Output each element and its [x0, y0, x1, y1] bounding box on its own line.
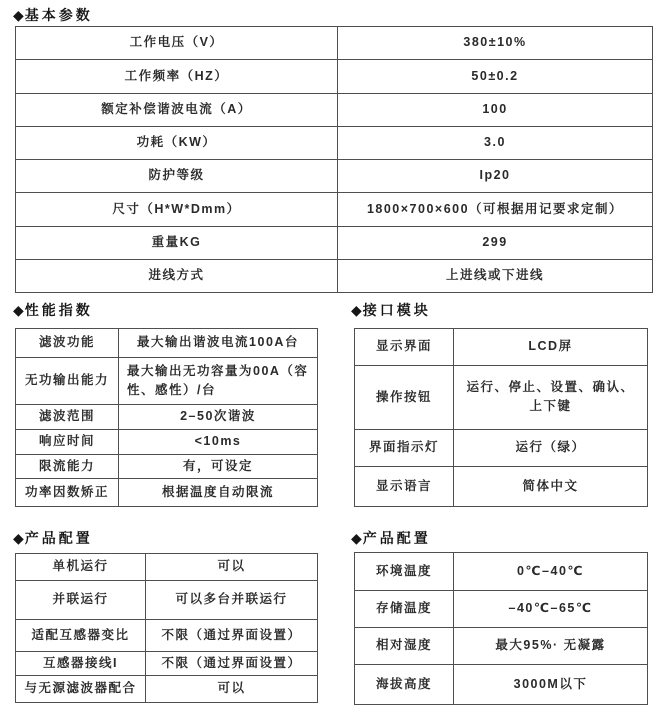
table-row [16, 455, 317, 480]
param-value-cell: LCD屏 [528, 339, 573, 354]
table-row [16, 193, 652, 226]
section-title-basic-params [13, 5, 93, 25]
param-value-cell: 50±0.2 [471, 68, 519, 83]
table-row [16, 676, 317, 702]
param-label-cell: 显示界面 [355, 329, 454, 365]
param-label-cell: 海拔高度 [355, 665, 454, 704]
diamond-bullet-icon: ◆ [351, 530, 362, 546]
table-row [16, 160, 652, 193]
table-row [16, 405, 317, 430]
table-row [16, 127, 652, 160]
param-label-cell: 无功输出能力 [16, 358, 119, 404]
section-title-text: 基本参数 [24, 7, 93, 23]
param-label-cell: 工作电压（V） [16, 27, 338, 59]
param-label-cell: 界面指示灯 [355, 430, 454, 467]
param-label-cell: 单机运行 [16, 554, 146, 580]
section-title-text: 性能指数 [24, 302, 93, 318]
table-row [355, 430, 647, 468]
param-value-cell: 可以 [217, 559, 246, 574]
performance-table [15, 328, 318, 507]
table-row [16, 479, 317, 506]
section-title-text: 接口模块 [362, 302, 431, 318]
param-label-cell: 工作频率（HZ） [16, 60, 338, 92]
param-label-cell: 进线方式 [16, 260, 338, 292]
param-label-cell: 环境温度 [355, 553, 454, 590]
table-row [355, 366, 647, 430]
diamond-bullet-icon: ◆ [13, 302, 24, 318]
param-label-cell: 响应时间 [16, 430, 119, 454]
table-row [16, 329, 317, 358]
section-title-interface [351, 300, 431, 320]
param-label-cell: 互感器接线I [16, 652, 146, 676]
diamond-bullet-icon: ◆ [13, 530, 24, 546]
param-value-cell: <10ms [194, 434, 242, 449]
param-value-cell: –40℃–65℃ [508, 601, 593, 616]
param-label-cell: 重量KG [16, 227, 338, 259]
param-label-cell: 功耗（KW） [16, 127, 338, 159]
table-row [16, 60, 652, 93]
basic-params-table [15, 26, 653, 293]
diamond-bullet-icon: ◆ [13, 7, 24, 23]
section-title-text: 产品配置 [362, 530, 431, 546]
diamond-bullet-icon: ◆ [351, 302, 362, 318]
param-label-cell: 相对湿度 [355, 628, 454, 664]
param-label-cell: 功率因数矫正 [16, 479, 119, 506]
table-row [355, 553, 647, 591]
param-value-cell: 根据温度自动限流 [161, 484, 274, 499]
param-value-cell: 2–50次谐波 [180, 409, 256, 424]
param-value-cell: 3000M以下 [513, 676, 588, 691]
param-value-cell: 上进线或下进线 [445, 268, 544, 283]
param-value-cell: 可以 [217, 681, 246, 696]
param-label-cell: 存储温度 [355, 591, 454, 628]
table-row [16, 554, 317, 581]
param-value-cell: 不限（通过界面设置） [161, 655, 302, 670]
param-value-cell: 最大输出无功容量为00A（容性、感性）/台 [127, 363, 309, 397]
table-row [16, 581, 317, 620]
table-row [16, 227, 652, 260]
table-row [16, 430, 317, 455]
section-title-text: 产品配置 [24, 530, 93, 546]
table-row [355, 329, 647, 366]
param-label-cell: 防护等级 [16, 160, 338, 192]
param-value-cell: 简体中文 [522, 479, 579, 494]
table-row [16, 652, 317, 677]
table-row [355, 591, 647, 629]
param-value-cell: 1800×700×600（可根据用记要求定制） [366, 201, 624, 216]
param-value-cell: 最大输出谐波电流100A台 [137, 335, 299, 350]
table-row [16, 27, 652, 60]
table-row [355, 467, 647, 506]
param-value-cell: 3.0 [484, 135, 506, 150]
param-label-cell: 显示语言 [355, 467, 454, 506]
param-label-cell: 限流能力 [16, 455, 119, 479]
section-title-performance [13, 300, 93, 320]
param-label-cell: 尺寸（H*W*Dmm） [16, 193, 338, 225]
section-title-product-config-left [13, 528, 93, 548]
table-row [16, 358, 317, 405]
table-row [16, 260, 652, 292]
table-row [16, 620, 317, 652]
param-value-cell: 100 [482, 101, 508, 116]
param-value-cell: 不限（通过界面设置） [161, 627, 302, 642]
table-row [16, 94, 652, 127]
param-value-cell: 可以多台并联运行 [175, 592, 288, 607]
param-value-cell: 运行、停止、设置、确认、上下键 [466, 379, 635, 414]
param-label-cell: 操作按钮 [355, 366, 454, 429]
param-label-cell: 适配互感器变比 [16, 620, 146, 651]
param-value-cell: 最大95%· 无凝露 [495, 638, 606, 653]
param-value-cell: 299 [482, 234, 508, 249]
product-config-right-table [354, 552, 648, 705]
param-label-cell: 与无源滤波器配合 [16, 676, 146, 702]
interface-table [354, 328, 648, 507]
param-label-cell: 滤波功能 [16, 329, 119, 357]
table-row [355, 665, 647, 704]
param-value-cell: 运行（绿） [515, 440, 586, 455]
param-value-cell: 0℃–40℃ [516, 563, 585, 578]
param-value-cell: Ip20 [479, 168, 511, 183]
param-label-cell: 额定补偿谐波电流（A） [16, 94, 338, 126]
product-config-left-table [15, 553, 318, 703]
param-label-cell: 并联运行 [16, 581, 146, 619]
section-title-product-config-right [351, 528, 431, 548]
param-value-cell: 380±10% [463, 35, 527, 50]
param-label-cell: 滤波范围 [16, 405, 119, 429]
param-value-cell: 有，可设定 [182, 458, 253, 473]
table-row [355, 628, 647, 665]
